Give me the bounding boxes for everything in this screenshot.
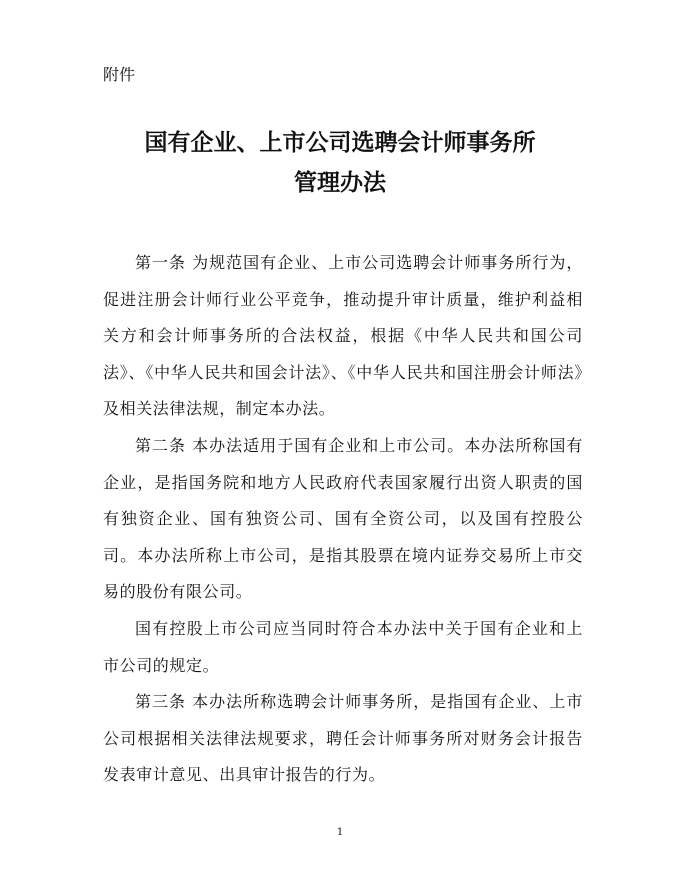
article-2-paragraph: 第二条 本办法适用于国有企业和上市公司。本办法所称国有企业，是指国务院和地方人民政府代表国家履行出资人职责的国有独资企业、国有独资公司、国有全资公司，以及国有控股公司。本办法所称上市公司，是指其股票在境内证券交易所上市交易的股份有限公司。 (103, 435, 583, 602)
article-2-supplement-paragraph: 国有控股上市公司应当同时符合本办法中关于国有企业和上市公司的规定。 (103, 618, 583, 675)
page-number: 1 (336, 827, 344, 838)
document-title-line-2: 管理办法 (294, 169, 386, 196)
document-body (103, 245, 583, 794)
document-title-line-1: 国有企业、上市公司选聘会计师事务所 (144, 129, 536, 156)
article-3-paragraph: 第三条 本办法所称选聘会计师事务所，是指国有企业、上市公司根据相关法律法规要求，聘任会计师事务所对财务会计报告发表审计意见、出具审计报告的行为。 (103, 692, 583, 785)
attachment-label: 附件 (103, 65, 136, 84)
article-1-paragraph: 第一条 为规范国有企业、上市公司选聘会计师事务所行为，促进注册会计师行业公平竞争，推动提升审计质量，维护利益相关方和会计师事务所的合法权益，根据《中华人民共和国公司法》、《中华人民共和国会计法》、《中华人民共和国注册会计师法》及相关法律法规，制定本办法。 (103, 253, 583, 419)
